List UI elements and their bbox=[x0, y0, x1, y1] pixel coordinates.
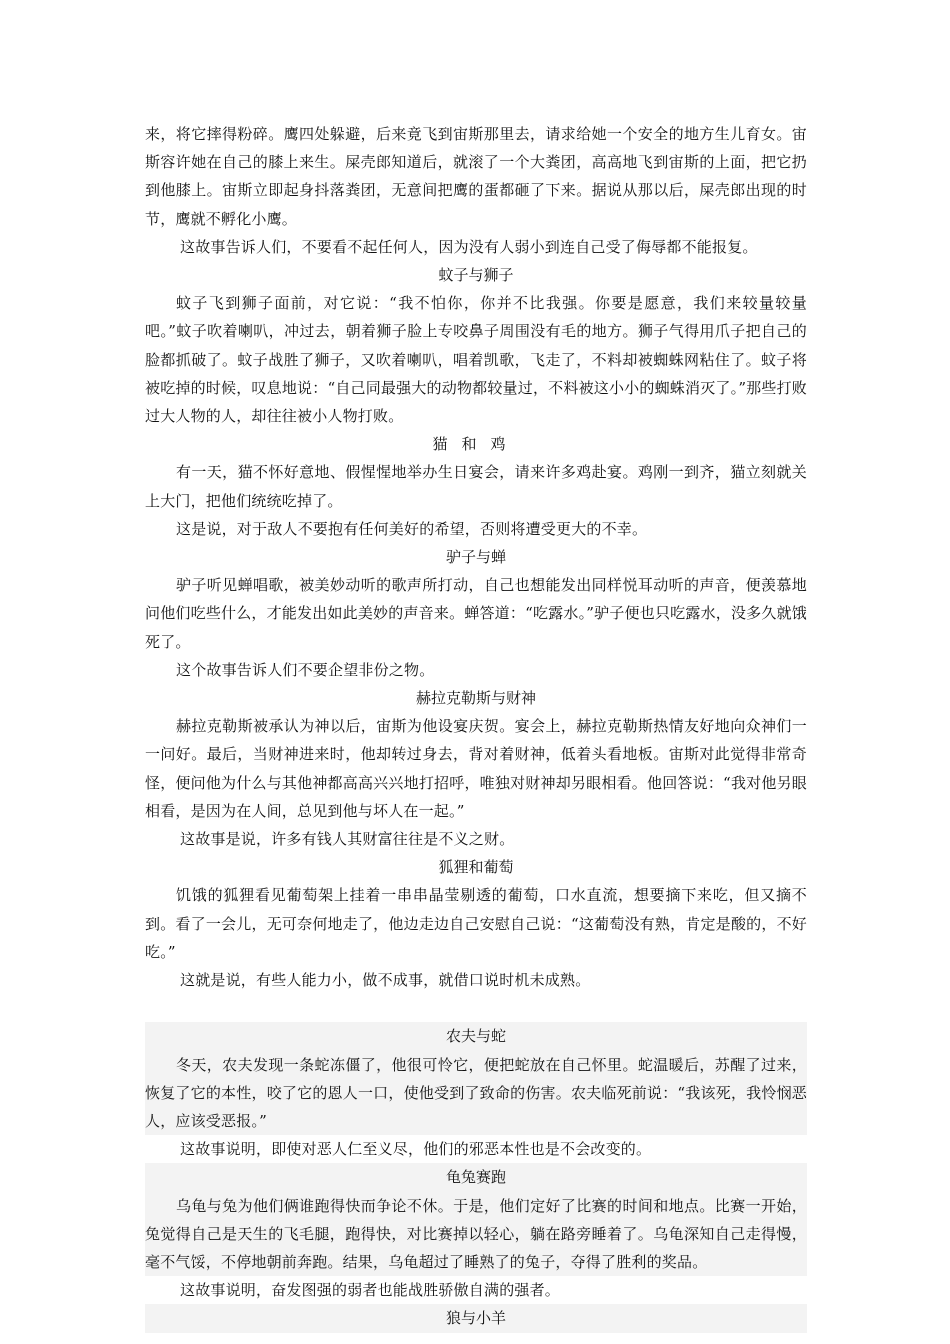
intro-moral: 这故事告诉人们，不要看不起任何人，因为没有人弱小到连自己受了侮辱都不能报复。 bbox=[180, 237, 758, 256]
fable-body-mosquito-lion: 蚊子飞到狮子面前，对它说：“我不怕你，你并不比我强。你要是愿意，我们来较量较量吧。”蚊子吹着喇叭，冲过去，朝着狮子脸上专咬鼻子周围没有毛的地方。狮子气得用爪子把自己的脸都抓破了。蚊子战胜了狮子，又吹着喇叭，唱着凯歌，飞走了，不料却被蜘蛛网粘住了。蚊子将被吃掉的时候，叹息地说：“自己同最强大的动物都较量过，不料被这小小的蜘蛛消灭了。”那些打败过大人物的人，却往往被小人物打败。 bbox=[145, 294, 807, 426]
fable-title-farmer-snake: 农夫与蛇 bbox=[445, 1027, 506, 1046]
fable-title-mosquito-lion: 蚊子与狮子 bbox=[438, 266, 514, 285]
fable-body-donkey-cicada: 驴子听见蝉唱歌，被美妙动听的歌声所打动，自己也想能发出同样悦耳动听的声音，便羡慕地问他们吃些什么，才能发出如此美妙的声音来。蝉答道：“吃露水。”驴子便也只吃露水，没多久就饿死了。 bbox=[145, 576, 807, 651]
fable-body-cat-chicken: 有一天，猫不怀好意地、假惺惺地举办生日宴会，请来许多鸡赴宴。鸡刚一到齐，猫立刻就关上大门，把他们统统吃掉了。 bbox=[145, 463, 807, 510]
fable-body-heracles-plutus: 赫拉克勒斯被承认为神以后，宙斯为他设宴庆贺。宴会上，赫拉克勒斯热情友好地向众神们一一问好。最后，当财神进来时，他却转过身去，背对着财神，低着头看地板。宙斯对此觉得非常奇怪，便问他为什么与其他神都高高兴兴地打招呼，唯独对财神却另眼相看。他回答说：“我对他另眼相看，是因为在人间，总见到他与坏人在一起。” bbox=[145, 717, 807, 820]
fable-body-fox-grapes: 饥饿的狐狸看见葡萄架上挂着一串串晶莹剔透的葡萄，口水直流，想要摘下来吃，但又摘不到。看了一会儿，无可奈何地走了，他边走边自己安慰自己说：“这葡萄没有熟，肯定是酸的，不好吃。” bbox=[145, 886, 807, 961]
fable-body-tortoise-hare: 乌龟与兔为他们俩谁跑得快而争论不休。于是，他们定好了比赛的时间和地点。比赛一开始，兔觉得自己是天生的飞毛腿，跑得快，对比赛掉以轻心，躺在路旁睡着了。乌龟深知自己走得慢，毫不气馁，不停地朝前奔跑。结果，乌龟超过了睡熟了的兔子，夺得了胜利的奖品。 bbox=[145, 1196, 807, 1271]
fable-title-fox-grapes: 狐狸和葡萄 bbox=[438, 858, 514, 877]
fable-title-wolf-lamb: 狼与小羊 bbox=[445, 1309, 506, 1328]
fable-title-donkey-cicada: 驴子与蝉 bbox=[445, 548, 506, 567]
fable-moral-donkey-cicada: 这个故事告诉人们不要企望非份之物。 bbox=[176, 660, 435, 679]
fable-body-farmer-snake: 冬天，农夫发现一条蛇冻僵了，他很可怜它，便把蛇放在自己怀里。蛇温暖后，苏醒了过来，恢复了它的本性，咬了它的恩人一口，使他受到了致命的伤害。农夫临死前说：“我该死，我怜悯恶人，应该受恶报。” bbox=[145, 1055, 807, 1130]
fable-title-heracles-plutus: 赫拉克勒斯与财神 bbox=[415, 689, 536, 708]
fable-title-tortoise-hare: 龟兔赛跑 bbox=[445, 1168, 506, 1187]
fable-moral-heracles-plutus: 这故事是说，许多有钱人其财富往往是不义之财。 bbox=[180, 830, 515, 849]
fable-moral-fox-grapes: 这就是说，有些人能力小，做不成事，就借口说时机未成熟。 bbox=[180, 971, 591, 990]
shaded-section bbox=[145, 1022, 807, 1332]
fable-moral-tortoise-hare: 这故事说明，奋发图强的弱者也能战胜骄傲自满的强者。 bbox=[145, 1276, 807, 1304]
fable-title-cat-chicken: 猫和鸡 bbox=[432, 435, 520, 454]
section-gap bbox=[145, 994, 807, 1022]
document-page bbox=[145, 120, 807, 1333]
fable-moral-farmer-snake: 这故事说明，即使对恶人仁至义尽，他们的邪恶本性也是不会改变的。 bbox=[145, 1135, 807, 1163]
intro-continuation: 来，将它摔得粉碎。鹰四处躲避，后来竟飞到宙斯那里去，请求给她一个安全的地方生儿育女。宙斯容许她在自己的膝上来生。屎壳郎知道后，就滚了一个大粪团，高高地飞到宙斯的上面，把它扔到他膝上。宙斯立即起身抖落粪团，无意间把鹰的蛋都砸了下来。据说从那以后，屎壳郎出现的时节，鹰就不孵化小鹰。 bbox=[145, 125, 807, 228]
fable-moral-cat-chicken: 这是说，对于敌人不要抱有任何美好的希望，否则将遭受更大的不幸。 bbox=[176, 519, 648, 538]
